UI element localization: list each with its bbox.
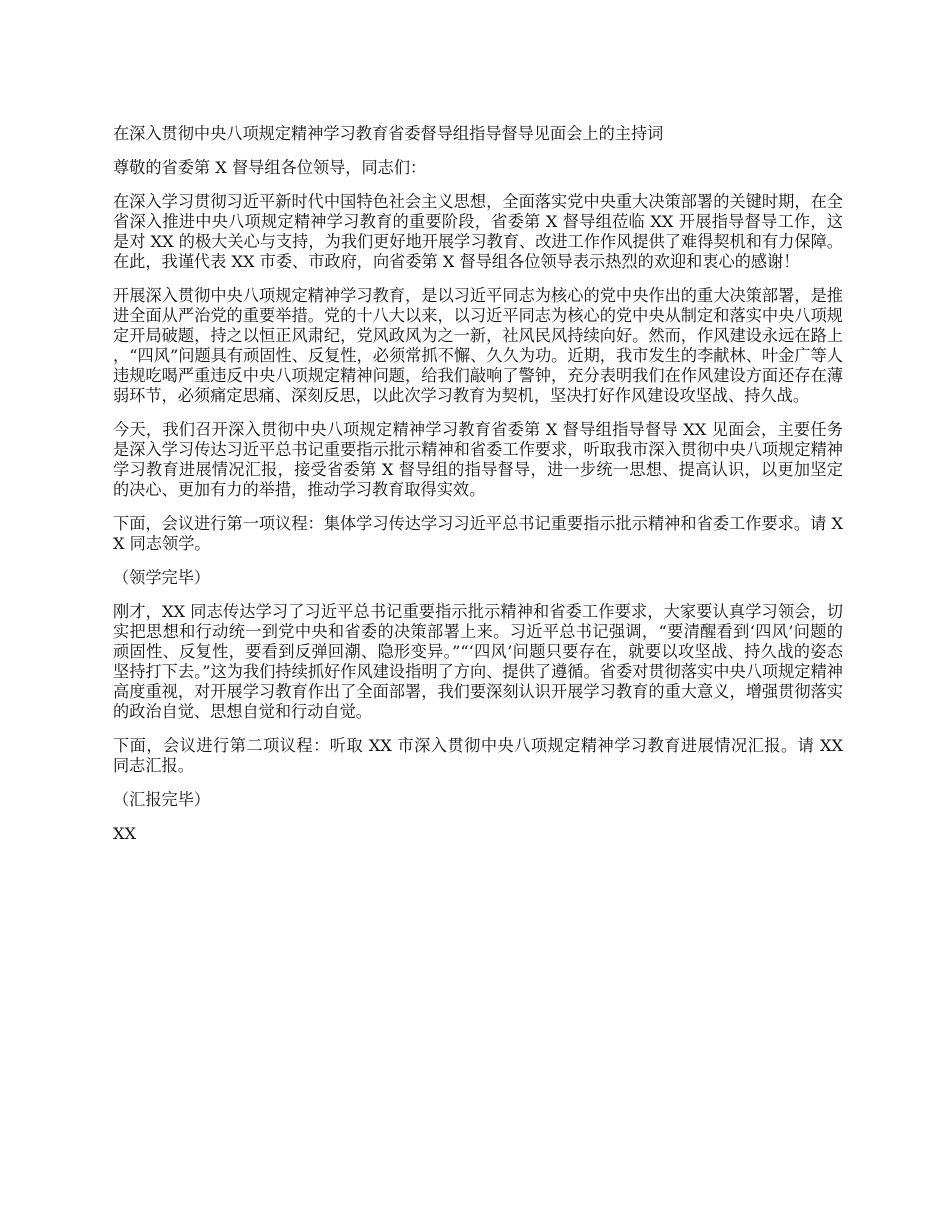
paragraph-stage-note-1: （领学完毕）: [113, 568, 211, 587]
paragraph-opening: 在深入学习贯彻习近平新时代中国特色社会主义思想，全面落实党中央重大决策部署的关键时期，在全省深入推进中央八项规定精神学习教育的重要阶段，省委第 X 督导组莅临 XX 开展指导督导工作，这是对 XX 的极大关心与支持，为我们更好地开展学习教育、改进工作作风提供了难得契机和有力保障。在此，我谨代表 XX 市委、市政府，向省委第 X 督导组各位领导表示热烈的欢迎和衷心的感谢！: [113, 192, 843, 271]
document-page: [113, 124, 843, 858]
paragraph-stage-note-2: （汇报完毕）: [113, 790, 211, 809]
paragraph-closing-placeholder: XX: [113, 824, 137, 843]
document-title: 在深入贯彻中央八项规定精神学习教育省委督导组指导督导见面会上的主持词: [113, 124, 664, 143]
paragraph-agenda-item-2: 下面，会议进行第二项议程：听取 XX 市深入贯彻中央八项规定精神学习教育进展情况汇报。请 XX 同志汇报。: [113, 736, 843, 775]
paragraph-summary: 刚才，XX 同志传达学习了习近平总书记重要指示批示精神和省委工作要求，大家要认真学习领会，切实把思想和行动统一到党中央和省委的决策部署上来。习近平总书记强调，“要清醒看到‘四风’问题的顽固性、反复性，要看到反弹回潮、隐形变异。”“‘四风’问题只要存在，就要以攻坚战、持久战的姿态坚持打下去。”这为我们持续抓好作风建设指明了方向、提供了遵循。省委对贯彻落实中央八项规定精神高度重视，对开展学习教育作出了全面部署，我们要深刻认识开展学习教育的重大意义，增强贯彻落实的政治自觉、思想自觉和行动自觉。: [113, 602, 843, 721]
paragraph-agenda-item-1: 下面，会议进行第一项议程：集体学习传达学习习近平总书记重要指示批示精神和省委工作要求。请 XX 同志领学。: [113, 514, 843, 553]
paragraph-meeting-purpose: 今天，我们召开深入贯彻中央八项规定精神学习教育省委第 X 督导组指导督导 XX 见面会，主要任务是深入学习传达习近平总书记重要指示批示精神和省委工作要求，听取我市深入贯彻中央八项规定精神学习教育进展情况汇报，接受省委第 X 督导组的指导督导，进一步统一思想、提高认识，以更加坚定的决心、更加有力的举措，推动学习教育取得实效。: [113, 420, 843, 499]
paragraph-background: 开展深入贯彻中央八项规定精神学习教育，是以习近平同志为核心的党中央作出的重大决策部署，是推进全面从严治党的重要举措。党的十八大以来，以习近平同志为核心的党中央从制定和落实中央八项规定开局破题，持之以恒正风肃纪，党风政风为之一新，社风民风持续向好。然而，作风建设永远在路上，“四风”问题具有顽固性、反复性，必须常抓不懈、久久为功。近期，我市发生的李献林、叶金广等人违规吃喝严重违反中央八项规定精神问题，给我们敲响了警钟，充分表明我们在作风建设方面还存在薄弱环节，必须痛定思痛、深刻反思，以此次学习教育为契机，坚决打好作风建设攻坚战、持久战。: [113, 286, 843, 405]
salutation: 尊敬的省委第 X 督导组各位领导，同志们：: [113, 158, 427, 177]
